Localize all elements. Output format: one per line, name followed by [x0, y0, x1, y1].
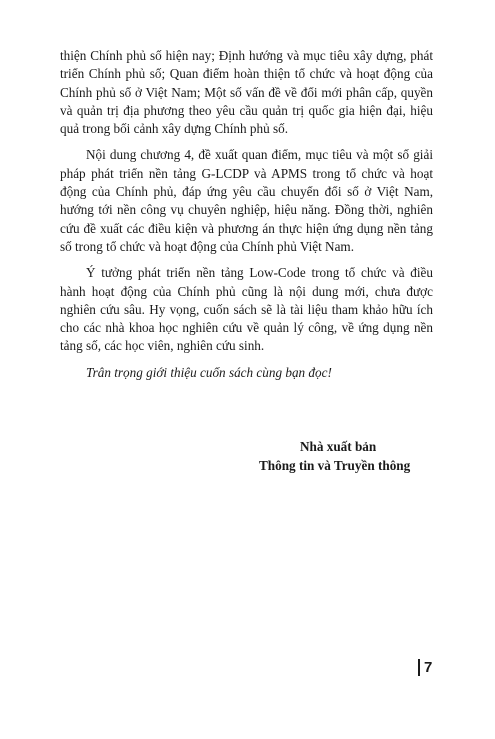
signature-line-publisher: Nhà xuất bản	[300, 439, 377, 454]
paragraph-continuation: thiện Chính phủ số hiện nay; Định hướng và mục tiêu xây dựng, phát triển Chính phủ số; Quan điểm hoàn thiện tổ chức và hoạt động của Chính phủ số ở Việt Nam; Một số vấn đề về đổi mới phân cấp, quyền và quản trị địa phương theo yêu cầu quản trị quốc gia hiện đại, hiệu quả trong bối cảnh xây dựng Chính phủ số.	[60, 48, 433, 137]
page-number-divider	[418, 659, 420, 676]
publisher-signature	[60, 437, 433, 475]
page-number-value: 7	[424, 658, 433, 676]
page-number	[418, 657, 432, 677]
paragraph-closing: Trân trọng giới thiệu cuốn sách cùng bạn đọc!	[86, 364, 332, 380]
paragraph-chapter-4: Nội dung chương 4, đề xuất quan điểm, mục tiêu và một số giải pháp phát triển nền tảng G-LCDP và APMS trong tổ chức và hoạt động của Chính phủ, đáp ứng yêu cầu chuyển đổi số ở Việt Nam, hướng tới nền công vụ chuyên nghiệp, hiệu năng. Đồng thời, nghiên cứu đề xuất các điều kiện và phương án thực hiện ứng dụng nền tảng số trong tổ chức và hoạt động của Chính phủ Việt Nam.	[60, 147, 433, 254]
signature-line-name: Thông tin và Truyền thông	[259, 458, 411, 473]
paragraph-low-code: Ý tưởng phát triển nền tảng Low-Code trong tổ chức và điều hành hoạt động của Chính phủ cũng là nội dung mới, chưa được nghiên cứu sâu. Hy vọng, cuốn sách sẽ là tài liệu tham khảo hữu ích cho các nhà khoa học nghiên cứu về quản lý công, về ứng dụng nền tảng số, các học viên, nghiên cứu sinh.	[60, 265, 433, 354]
page-body	[60, 47, 433, 390]
